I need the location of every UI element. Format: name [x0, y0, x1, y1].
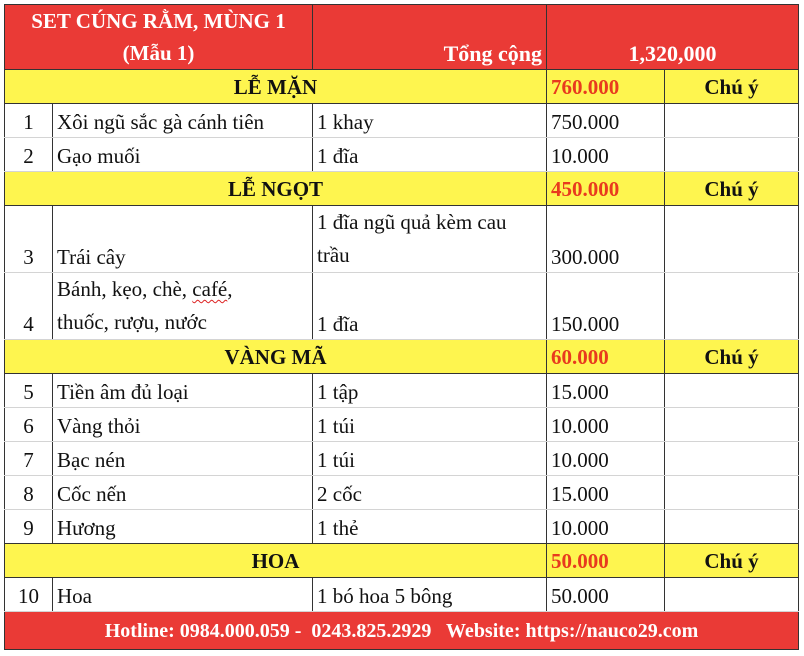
item-price: 150.000	[547, 273, 665, 340]
item-name: Tiền âm đủ loại	[53, 374, 313, 408]
item-name-part: ,	[227, 277, 233, 301]
item-name: Trái cây	[53, 206, 313, 273]
item-name: Hoa	[53, 578, 313, 612]
item-note	[665, 273, 799, 340]
section-header-hoa	[5, 544, 799, 578]
item-price: 50.000	[547, 578, 665, 612]
item-qty: 1 đĩa	[313, 273, 547, 340]
item-qty: 1 thẻ	[313, 510, 547, 544]
price-table	[4, 4, 799, 650]
spellcheck-word: café	[192, 277, 228, 301]
item-no: 9	[5, 510, 53, 544]
item-no: 1	[5, 104, 53, 138]
item-no: 7	[5, 442, 53, 476]
item-note	[665, 476, 799, 510]
item-no: 4	[5, 273, 53, 340]
item-note	[665, 442, 799, 476]
section-title: VÀNG MÃ	[5, 340, 547, 374]
section-total: 760.000	[547, 70, 665, 104]
section-header-le-ngot	[5, 172, 799, 206]
table-row	[5, 206, 799, 273]
total-value: 1,320,000	[547, 5, 799, 70]
item-price: 750.000	[547, 104, 665, 138]
item-name: Xôi ngũ sắc gà cánh tiên	[53, 104, 313, 138]
section-title: LỄ NGỌT	[5, 172, 547, 206]
item-no: 5	[5, 374, 53, 408]
section-note-header: Chú ý	[665, 340, 799, 374]
item-name-part: Bánh, kẹo, chè,	[57, 277, 193, 301]
table-row	[5, 476, 799, 510]
section-header-le-man	[5, 70, 799, 104]
section-note-header: Chú ý	[665, 544, 799, 578]
section-header-vang-ma	[5, 340, 799, 374]
set-title-line1: SET CÚNG RẰM, MÙNG 1	[31, 9, 286, 33]
table-row	[5, 442, 799, 476]
table-row	[5, 510, 799, 544]
item-name: Bạc nén	[53, 442, 313, 476]
item-name: Hương	[53, 510, 313, 544]
item-no: 3	[5, 206, 53, 273]
item-qty: 1 túi	[313, 442, 547, 476]
item-qty: 1 đĩa	[313, 138, 547, 172]
item-qty: 1 khay	[313, 104, 547, 138]
item-no: 6	[5, 408, 53, 442]
section-note-header: Chú ý	[665, 70, 799, 104]
item-name	[53, 273, 313, 340]
item-note	[665, 138, 799, 172]
table-row	[5, 273, 799, 340]
contact-footer: Hotline: 0984.000.059 - 0243.825.2929 Website: https://nauco29.com	[5, 612, 799, 650]
table-row	[5, 408, 799, 442]
section-total: 60.000	[547, 340, 665, 374]
item-qty: 1 tập	[313, 374, 547, 408]
item-no: 2	[5, 138, 53, 172]
item-name: Cốc nến	[53, 476, 313, 510]
table-row	[5, 138, 799, 172]
item-qty: 2 cốc	[313, 476, 547, 510]
item-price: 10.000	[547, 408, 665, 442]
item-no: 8	[5, 476, 53, 510]
section-title: LỄ MẶN	[5, 70, 547, 104]
item-price: 10.000	[547, 138, 665, 172]
total-label: Tổng cộng	[313, 5, 547, 70]
item-name-line2: thuốc, rượu, nước	[57, 310, 207, 334]
item-note	[665, 510, 799, 544]
item-qty: 1 bó hoa 5 bông	[313, 578, 547, 612]
table-row	[5, 578, 799, 612]
table-row	[5, 104, 799, 138]
item-name: Vàng thỏi	[53, 408, 313, 442]
set-title-line2: (Mẫu 1)	[122, 41, 195, 65]
price-sheet	[4, 4, 798, 650]
item-note	[665, 374, 799, 408]
table-row	[5, 374, 799, 408]
item-qty: 1 đĩa ngũ quả kèm cau trầu	[313, 206, 547, 273]
item-note	[665, 104, 799, 138]
item-note	[665, 408, 799, 442]
item-note	[665, 578, 799, 612]
section-note-header: Chú ý	[665, 172, 799, 206]
item-name: Gạo muối	[53, 138, 313, 172]
footer-row	[5, 612, 799, 650]
set-title	[5, 5, 313, 70]
item-price: 15.000	[547, 374, 665, 408]
item-qty: 1 túi	[313, 408, 547, 442]
item-price: 10.000	[547, 442, 665, 476]
item-price: 15.000	[547, 476, 665, 510]
section-total: 50.000	[547, 544, 665, 578]
item-price: 300.000	[547, 206, 665, 273]
item-note	[665, 206, 799, 273]
header-row	[5, 5, 799, 70]
item-price: 10.000	[547, 510, 665, 544]
section-title: HOA	[5, 544, 547, 578]
section-total: 450.000	[547, 172, 665, 206]
item-no: 10	[5, 578, 53, 612]
